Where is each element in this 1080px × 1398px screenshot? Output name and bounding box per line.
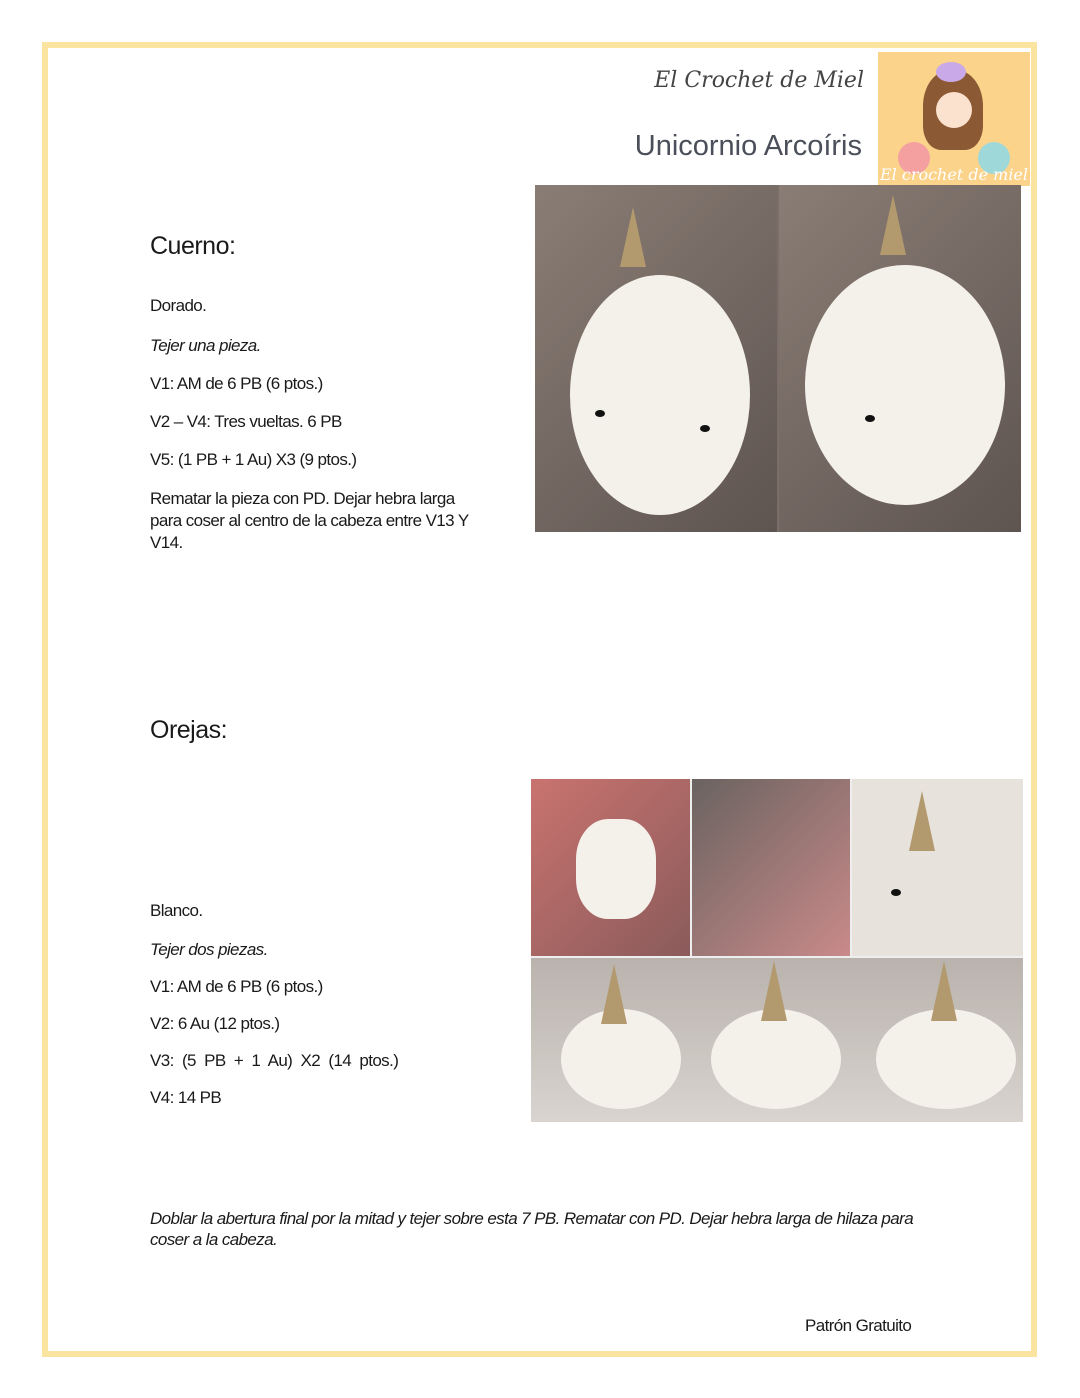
horn-instruction: Tejer una pieza. <box>150 336 261 355</box>
section-heading-ears: Orejas: <box>150 716 228 744</box>
ears-row: V1: AM de 6 PB (6 ptos.) <box>150 977 323 996</box>
horn-row: V5: (1 PB + 1 Au) X3 (9 ptos.) <box>150 450 357 469</box>
ears-row: V2: 6 Au (12 ptos.) <box>150 1014 280 1033</box>
ears-color: Blanco. <box>150 901 203 920</box>
brand-name: El Crochet de Miel <box>654 68 864 93</box>
ears-photo-grid <box>531 779 1023 1122</box>
pattern-title: Unicornio Arcoíris <box>634 130 862 162</box>
footer-label: Patrón Gratuito <box>805 1316 912 1335</box>
horn-photo <box>535 185 1021 532</box>
logo-text: El crochet de miel <box>879 165 1029 184</box>
ears-finish: Doblar la abertura final por la mitad y tejer sobre esta 7 PB. Rematar con PD. Dejar hebra larga de hilaza para coser a la cabeza. <box>150 1209 914 1249</box>
horn-color: Dorado. <box>150 296 207 315</box>
ears-instruction: Tejer dos piezas. <box>150 940 268 959</box>
section-heading-horn: Cuerno: <box>150 232 236 260</box>
ears-row: V3: (5 PB + 1 Au) X2 (14 ptos.) <box>150 1051 399 1070</box>
horn-finish: Rematar la pieza con PD. Dejar hebra larga para coser al centro de la cabeza entre V13 Y V14. <box>150 489 469 552</box>
ears-row: V4: 14 PB <box>150 1088 222 1107</box>
horn-row: V1: AM de 6 PB (6 ptos.) <box>150 374 323 393</box>
horn-row: V2 – V4: Tres vueltas. 6 PB <box>150 412 342 431</box>
brand-logo <box>878 52 1030 186</box>
